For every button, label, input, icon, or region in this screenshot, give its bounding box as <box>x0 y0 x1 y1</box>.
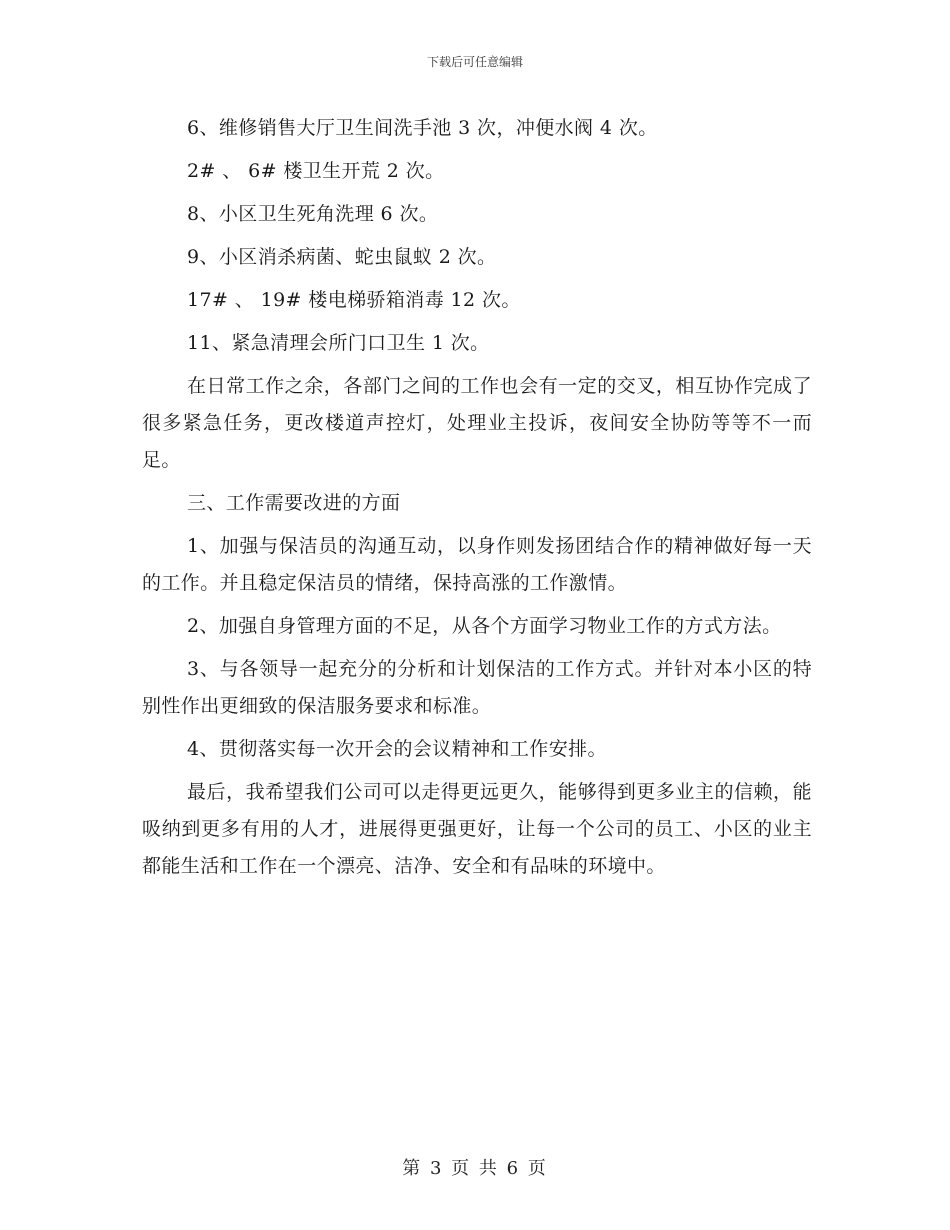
paragraph: 4、贯彻落实每一次开会的会议精神和工作安排。 <box>187 738 607 760</box>
paragraph: 最后，我希望我们公司可以走得更远更久，能够得到更多业主的信赖，能吸纳到更多有用的人才，进展得更强更好，让每一个公司的员工、小区的业主都能生活和工作在一个漂亮、洁净、安全和有品味的环境中。 <box>142 781 812 877</box>
section-heading: 三、工作需要改进的方面 <box>187 492 401 514</box>
paragraph: 11、紧急清理会所门口卫生 1 次。 <box>187 332 490 354</box>
paragraph: 17# 、 19# 楼电梯骄箱消毒 12 次。 <box>187 289 521 311</box>
paragraph: 2、加强自身管理方面的不足，从各个方面学习物业工作的方式方法。 <box>187 615 782 637</box>
paragraph: 在日常工作之余，各部门之间的工作也会有一定的交叉，相互协作完成了很多紧急任务，更改楼道声控灯，处理业主投诉，夜间安全协防等等不一而足。 <box>142 375 812 471</box>
document-body <box>142 110 812 891</box>
paragraph: 9、小区消杀病菌、蛇虫鼠蚁 2 次。 <box>187 246 497 268</box>
paragraph: 8、小区卫生死角洗理 6 次。 <box>187 203 439 225</box>
page-header: 下载后可任意编辑 <box>426 55 523 69</box>
paragraph: 6、维修销售大厅卫生间洗手池 3 次，冲便水阀 4 次。 <box>187 117 658 139</box>
paragraph: 2# 、 6# 楼卫生开荒 2 次。 <box>187 160 445 182</box>
paragraph: 1、加强与保洁员的沟通互动，以身作则发扬团结合作的精神做好每一天的工作。并且稳定保洁员的情绪，保持高涨的工作激情。 <box>142 535 812 594</box>
page-number: 第 3 页 共 6 页 <box>402 1158 548 1179</box>
paragraph: 3、与各领导一起充分的分析和计划保洁的工作方式。并针对本小区的特别性作出更细致的保洁服务要求和标准。 <box>142 658 812 717</box>
